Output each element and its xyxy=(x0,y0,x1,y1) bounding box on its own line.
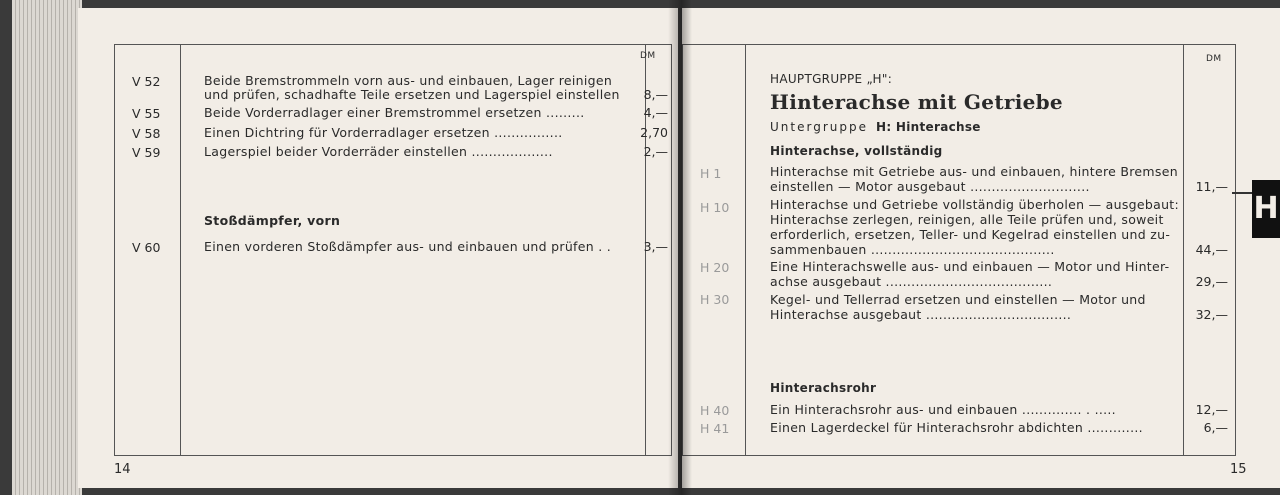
dm-header: DM xyxy=(640,51,656,61)
row-code: H 1 xyxy=(700,166,722,181)
row-text: Hinterachse und Getriebe vollständig überholen — ausgebaut: xyxy=(770,197,1180,212)
row-text: Einen Lagerdeckel für Hinterachsrohr abdichten ............. xyxy=(770,420,1143,435)
row-code: V 58 xyxy=(132,126,161,141)
row-text: Ein Hinterachsrohr aus- und einbauen .............. . ..... xyxy=(770,402,1116,417)
book-gutter xyxy=(668,0,692,495)
row-price: 2,70 xyxy=(640,125,668,140)
row-text: sammenbauen ........................................... xyxy=(770,242,1055,257)
page-edges xyxy=(12,0,82,495)
row-text: erforderlich, ersetzen, Teller- und Kegelrad einstellen und zu- xyxy=(770,227,1171,242)
row-price: 11,— xyxy=(1195,179,1228,194)
section-tab-h: H xyxy=(1252,180,1280,238)
dm-header: DM xyxy=(1206,54,1222,64)
row-text: Einen Dichtring für Vorderradlager ersetzen ................ xyxy=(204,125,563,140)
row-code: V 55 xyxy=(132,106,161,121)
row-code: V 59 xyxy=(132,145,161,160)
row-price: 12,— xyxy=(1195,402,1228,417)
row-price: 8,— xyxy=(643,87,668,102)
untergruppe-prefix: Untergruppe xyxy=(770,120,868,134)
row-text: und prüfen, schadhafte Teile ersetzen und Lagerspiel einstellen xyxy=(204,87,620,102)
row-text: Lagerspiel beider Vorderräder einstellen ................... xyxy=(204,144,553,159)
row-text: Hinterachse ausgebaut .................................. xyxy=(770,307,1072,322)
tab-marker-line xyxy=(1232,192,1252,194)
page-number: 14 xyxy=(114,462,131,477)
row-price: 3,— xyxy=(643,239,668,254)
section-title: Hinterachse, vollständig xyxy=(770,144,943,158)
row-text: einstellen — Motor ausgebaut ............................ xyxy=(770,179,1090,194)
section-title: Hinterachsrohr xyxy=(770,381,877,395)
section-title: Stoßdämpfer, vorn xyxy=(204,213,341,228)
code-column-divider xyxy=(745,45,746,455)
row-price: 32,— xyxy=(1195,307,1228,322)
row-text: Hinterachse mit Getriebe aus- und einbauen, hintere Bremsen xyxy=(770,164,1178,179)
row-code: H 10 xyxy=(700,200,730,215)
row-text: Beide Bremstrommeln vorn aus- und einbauen, Lager reinigen xyxy=(204,73,613,88)
left-page xyxy=(78,8,678,488)
row-price: 2,— xyxy=(643,144,668,159)
right-page xyxy=(682,8,1280,488)
row-text: Beide Vorderradlager einer Bremstrommel ersetzen ......... xyxy=(204,105,585,120)
row-text: Einen vorderen Stoßdämpfer aus- und einbauen und prüfen . . xyxy=(204,239,612,254)
row-code: H 30 xyxy=(700,292,730,307)
row-text: Hinterachse zerlegen, reinigen, alle Teile prüfen und, soweit xyxy=(770,212,1164,227)
row-code: H 20 xyxy=(700,260,730,275)
row-text: Kegel- und Tellerrad ersetzen und einstellen — Motor und xyxy=(770,292,1146,307)
row-price: 4,— xyxy=(643,105,668,120)
row-price: 6,— xyxy=(1203,420,1228,435)
row-code: V 60 xyxy=(132,240,161,255)
hauptgruppe-label: HAUPTGRUPPE „H": xyxy=(770,72,893,86)
row-code: H 40 xyxy=(700,403,730,418)
untergruppe-name: H: Hinterachse xyxy=(876,120,981,134)
page-number: 15 xyxy=(1230,462,1247,477)
row-price: 44,— xyxy=(1195,242,1228,257)
page-title: Hinterachse mit Getriebe xyxy=(770,90,1063,114)
row-code: V 52 xyxy=(132,74,161,89)
row-code: H 41 xyxy=(700,421,730,436)
row-text: achse ausgebaut ....................................... xyxy=(770,274,1053,289)
code-column-divider xyxy=(180,45,181,455)
row-price: 29,— xyxy=(1195,274,1228,289)
row-text: Eine Hinterachswelle aus- und einbauen — Motor und Hinter- xyxy=(770,259,1170,274)
